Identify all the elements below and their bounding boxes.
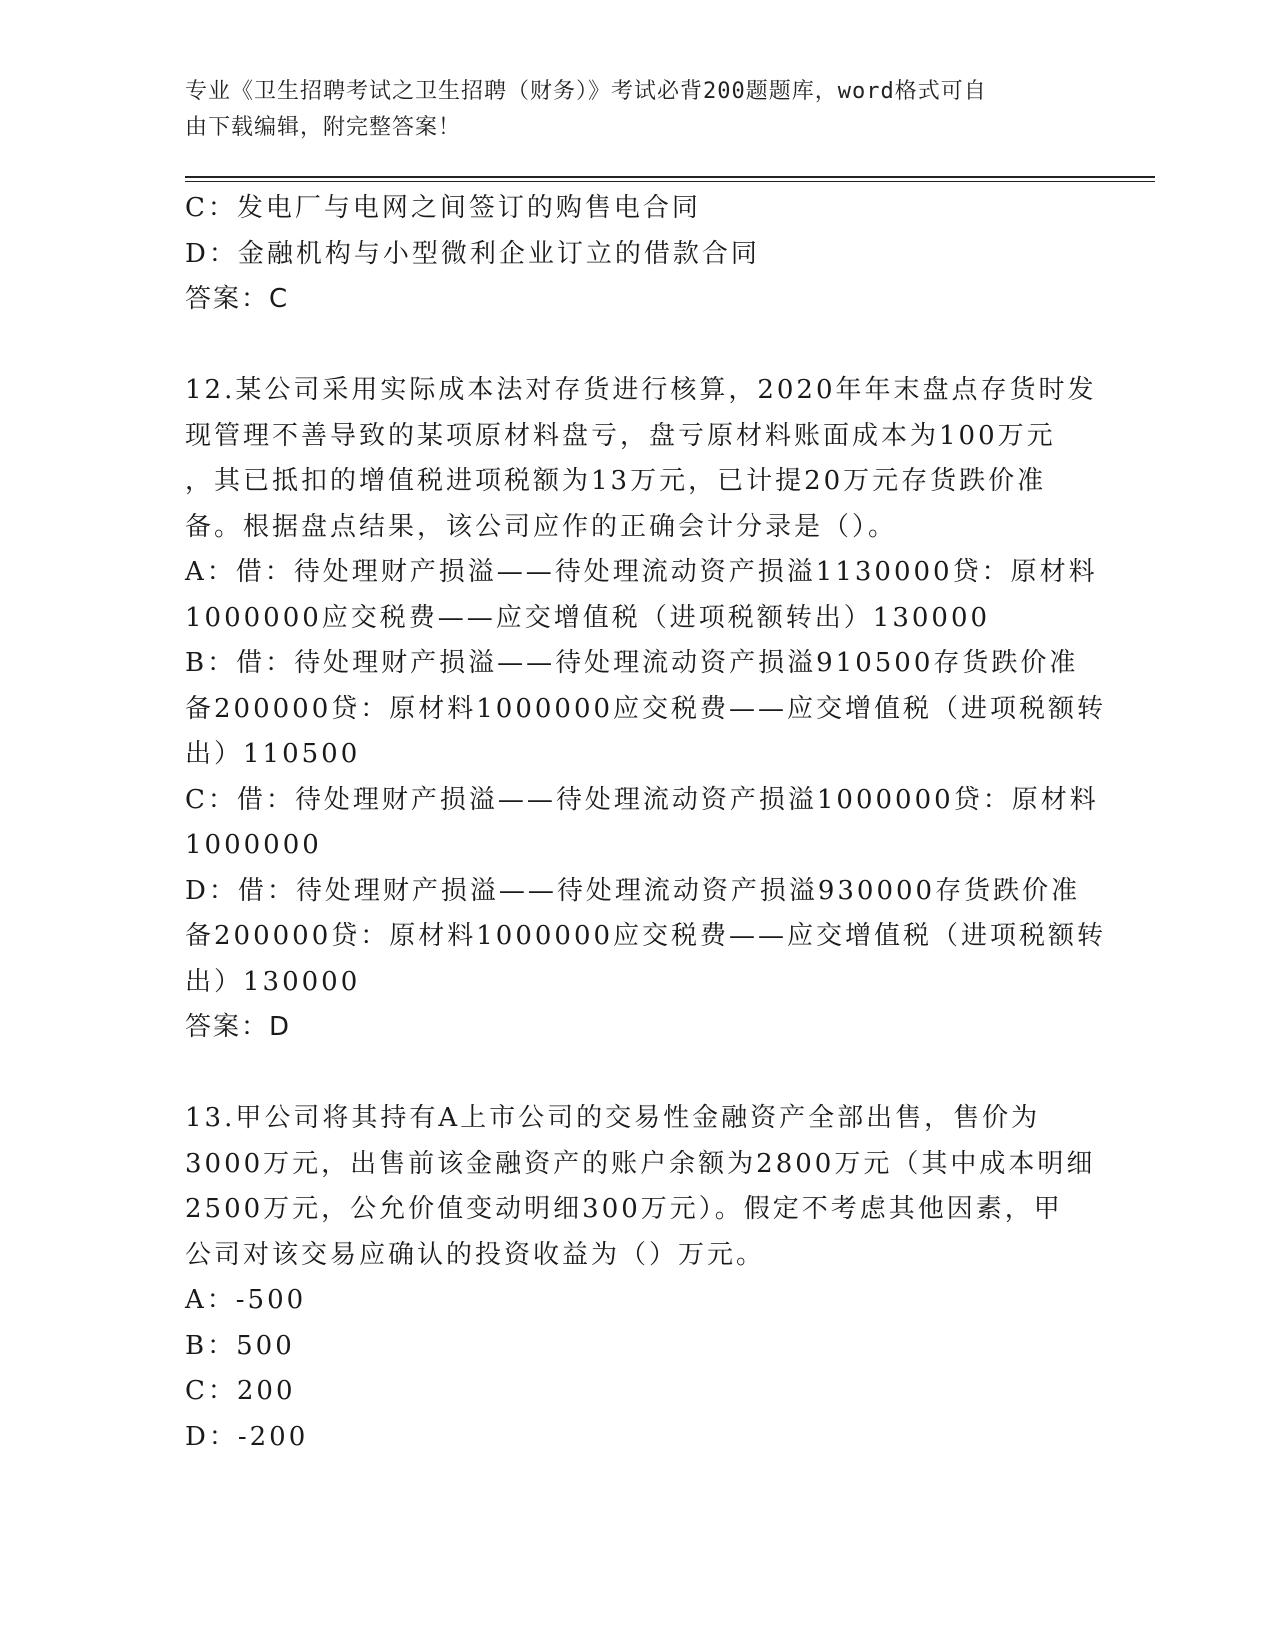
document-header xyxy=(185,74,1065,146)
header-divider-thick xyxy=(185,176,1155,178)
option-d-continued: 出）130000 xyxy=(185,966,361,997)
option-a-continued: 1000000应交税费——应交增值税（进项税额转出）130000 xyxy=(185,602,991,633)
question-stem-line: 备。根据盘点结果，该公司应作的正确会计分录是（）。 xyxy=(185,511,898,542)
spacer xyxy=(185,323,1085,369)
option-d: D：金融机构与小型微利企业订立的借款合同 xyxy=(185,238,760,269)
option-b-continued: 出）110500 xyxy=(185,739,361,769)
previous-question xyxy=(185,186,1085,323)
question-stem-line: 12.某公司采用实际成本法对存货进行核算，2020年年末盘点存货时发 xyxy=(185,375,1097,405)
option-b: B：500 xyxy=(185,1330,295,1361)
question-stem-line: 13.甲公司将其持有A上市公司的交易性金融资产全部出售，售价为 xyxy=(185,1103,1041,1133)
question-13 xyxy=(185,1096,1096,1460)
header-line-1: 专业《卫生招聘考试之卫生招聘（财务）》考试必背200题题库，word格式可自 xyxy=(185,79,987,104)
question-stem-line: 现管理不善导致的某项原材料盘亏，盘亏原材料账面成本为100万元 xyxy=(185,420,1056,451)
answer-line: 答案：D xyxy=(185,1012,292,1042)
option-a: A：-500 xyxy=(185,1285,307,1315)
question-stem-line: ，其已抵扣的增值税进项税额为13万元，已计提20万元存货跌价准 xyxy=(185,466,1047,496)
question-12 xyxy=(185,368,1107,1051)
option-d: D：-200 xyxy=(185,1421,309,1452)
option-a: A：借：待处理财产损溢——待处理流动资产损溢1130000贷：原材料 xyxy=(185,557,1098,587)
option-c: C：发电厂与电网之间签订的购售电合同 xyxy=(185,193,701,223)
option-c: C：借：待处理财产损溢——待处理流动资产损溢1000000贷：原材料 xyxy=(185,784,1099,815)
option-b: B：借：待处理财产损溢——待处理流动资产损溢910500存货跌价准 xyxy=(185,648,1079,678)
option-b-continued: 备200000贷：原材料1000000应交税费——应交增值税（进项税额转 xyxy=(185,693,1107,724)
header-line-2: 由下载编辑，附完整答案！ xyxy=(185,115,462,140)
question-stem-line: 2500万元，公允价值变动明细300万元）。假定不考虑其他因素，甲 xyxy=(185,1194,1063,1224)
option-d-continued: 备200000贷：原材料1000000应交税费——应交增值税（进项税额转 xyxy=(185,921,1107,951)
option-c: C：200 xyxy=(185,1376,296,1406)
answer-line: 答案：C xyxy=(185,284,290,314)
question-stem-line: 3000万元，出售前该金融资产的账户余额为2800万元（其中成本明细 xyxy=(185,1148,1096,1179)
header-divider-thin xyxy=(185,181,1155,182)
option-c-continued: 1000000 xyxy=(185,830,322,860)
question-stem-line: 公司对该交易应确认的投资收益为（）万元。 xyxy=(185,1239,766,1270)
spacer xyxy=(185,1051,1085,1097)
option-d: D：借：待处理财产损溢——待处理流动资产损溢930000存货跌价准 xyxy=(185,875,1081,906)
document-body xyxy=(185,186,1107,1460)
